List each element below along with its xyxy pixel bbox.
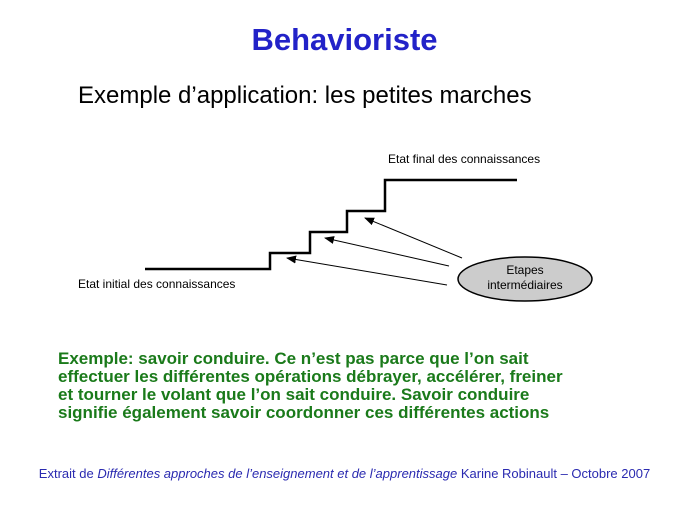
- example-line: Exemple: savoir conduire. Ce n’est pas parce que l’on sait: [58, 349, 529, 368]
- bubble-label-line1: Etapes: [506, 263, 544, 277]
- final-state-label: Etat final des connaissances: [388, 152, 541, 166]
- citation-prefix: Extrait de: [38, 466, 98, 481]
- example-line: effectuer les différentes opérations débrayer, accélérer, freiner: [58, 367, 563, 386]
- staircase-line: [145, 180, 517, 269]
- citation-work-title: Différentes approches de l’enseignement et de l’apprentissage: [97, 466, 458, 481]
- slide-subtitle: Exemple d’application: les petites marches: [78, 82, 532, 109]
- bubble-label-line2: intermédiaires: [487, 278, 563, 292]
- example-line: signifie également savoir coordonner ces différentes actions: [58, 403, 550, 422]
- arrow-to-step-1: [287, 258, 447, 285]
- initial-state-label: Etat initial des connaissances: [78, 277, 236, 291]
- example-line: et tourner le volant que l’on sait conduire. Savoir conduire: [58, 385, 530, 404]
- citation-suffix: Karine Robinault – Octobre 2007: [457, 466, 651, 481]
- slide-title: Behavioriste: [251, 22, 438, 57]
- arrow-to-step-3: [365, 218, 462, 258]
- arrow-to-step-2: [325, 238, 449, 266]
- source-citation: [0, 466, 689, 481]
- example-paragraph: [58, 350, 678, 422]
